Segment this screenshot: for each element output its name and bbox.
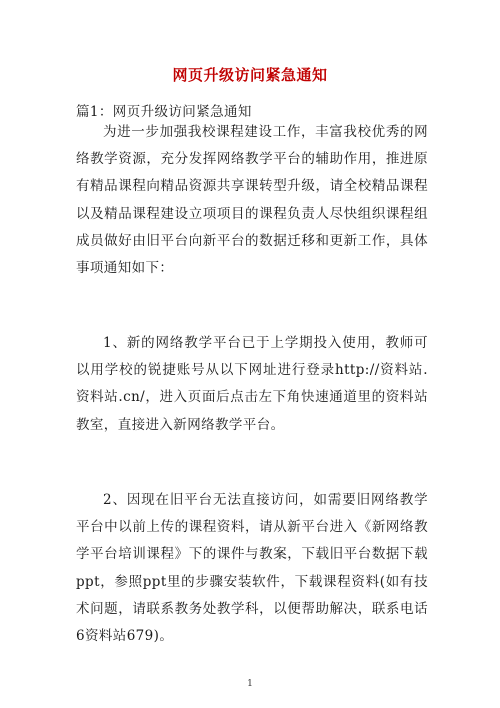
paragraph-item-2: 2、因现在旧平台无法直接访问，如需要旧网络教学平台中以前上传的课程资料，请从新平台进入《新网络教学平台培训课程》下的课件与教案，下载旧平台数据下载ppt，参照ppt里的步骤安装软件，下载课程资料(如有技术问题，请联系教务处教学科，以便帮助解决，联系电话6资料站679)。	[76, 492, 428, 645]
paragraph-intro: 为进一步加强我校课程建设工作，丰富我校优秀的网络教学资源，充分发挥网络教学平台的辅助作用，推进原有精品课程向精品资源共享课转型升级，请全校精品课程以及精品课程建设立项项目的课程负责人尽快组织课程组成员做好由旧平台向新平台的数据迁移和更新工作，具体事项通知如下：	[76, 124, 428, 277]
document-subtitle: 篇1：网页升级访问紧急通知	[76, 104, 252, 120]
paragraph-item-1: 1、新的网络教学平台已于上学期投入使用，教师可以用学校的锐捷账号从以下网址进行登录http://资料站.资料站.cn/，进入页面后点击左下角快速通道里的资料站教室，直接进入新网络教学平台。	[76, 335, 428, 433]
page-number: 1	[247, 679, 253, 689]
document-title: 网页升级访问紧急通知	[172, 66, 328, 84]
